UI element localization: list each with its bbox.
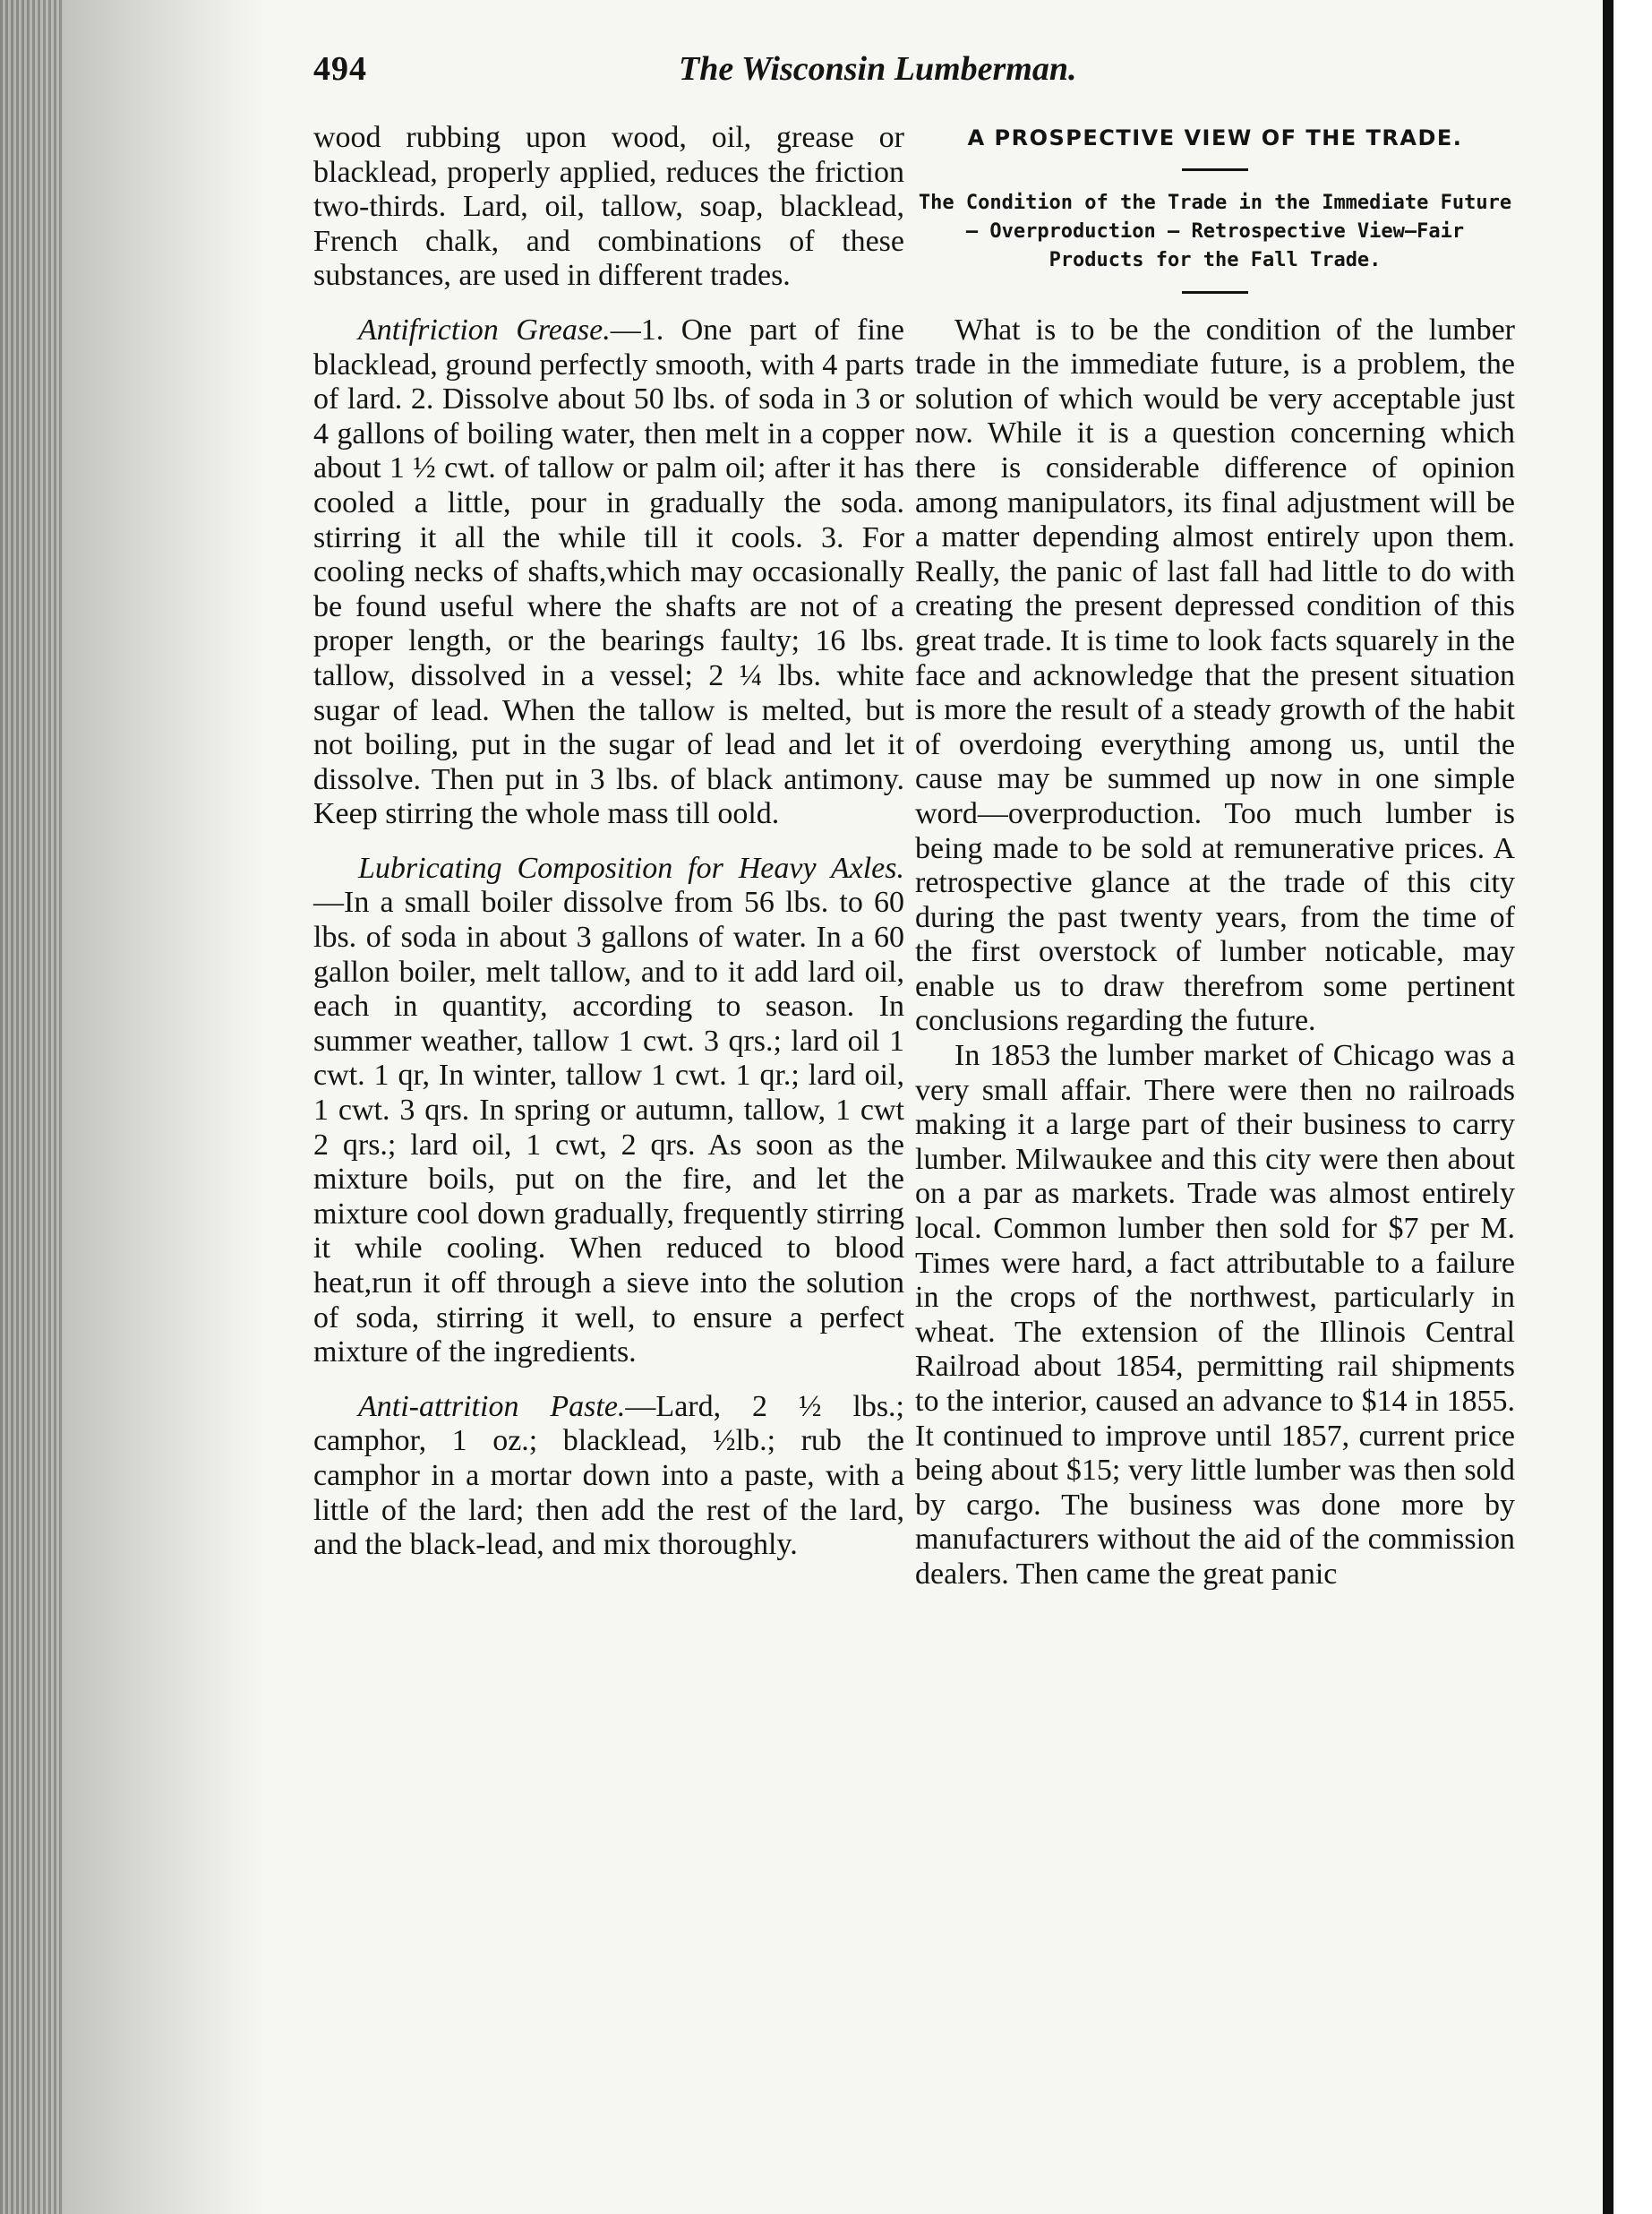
paragraph-friction: wood rubbing upon wood, oil, grease or blacklead, properly applied, reduces the friction two-thirds. Lard, oil, tallow, soap, blacklead, French chalk, and combinations of these substances, are used in different trades.: [313, 121, 904, 293]
body-antifriction-grease: —1. One part of fine blacklead, ground perfectly smooth, with 4 parts of lard. 2. Dissolve about 50 lbs. of soda in 3 or 4 gallons of boiling water, then melt in a copper about 1 ½ cwt. of tallow or palm oil; after it has cooled a little, pour in gradually the soda. stirring it all the while till it cools. 3. For cooling necks of shafts,which may occasionally be found useful where the shafts are not of a proper length, or the bearings faulty; 16 lbs. tallow, dissolved in a vessel; 2 ¼ lbs. white sugar of lead. When the tallow is melted, but not boiling, put in the sugar of lead and let it dissolve. Then put in 3 lbs. of black antimony. Keep stirring the whole mass till oold.: [313, 313, 904, 831]
heading-antifriction-grease: Antifriction Grease.: [358, 313, 611, 347]
subtitle-rule: [1182, 291, 1248, 294]
paragraph-lubricating-composition: [313, 852, 904, 1370]
title-rule: [1182, 168, 1248, 171]
black-edge: [1603, 0, 1613, 2214]
heading-lubricating-composition: Lubricating Composition for Heavy Axles.: [358, 851, 904, 885]
right-border: [1603, 0, 1652, 2214]
article-title: A PROSPECTIVE VIEW OF THE TRADE.: [967, 125, 1463, 150]
paragraph-anti-attrition-paste: [313, 1390, 904, 1563]
body-lubricating-composition: —In a small boiler dissolve from 56 lbs. to 60 lbs. of soda in about 3 gallons of water. In a 60 gallon boiler, melt tallow, and to it add lard oil, each in quantity, according to season. In summer weather, tallow 1 cwt. 3 qrs.; lard oil 1 cwt. 1 qr, In winter, tallow 1 cwt. 1 qr.; lard oil, 1 cwt. 3 qrs. In spring or autumn, tallow, 1 cwt 2 qrs.; lard oil, 1 cwt, 2 qrs. As soon as the mixture boils, put on the fire, and let the mixture cool down gradually, frequently stirring it while cooling. When reduced to blood heat,run it off through a sieve into the solution of soda, stirring it well, to ensure a perfect mixture of the ingredients.: [313, 886, 904, 1369]
heading-anti-attrition-paste: Anti-attrition Paste.: [358, 1389, 626, 1423]
paragraph-antifriction-grease: [313, 313, 904, 832]
left-column: [313, 121, 904, 1563]
body-anti-attrition-paste: —Lard, 2 ½ lbs.; camphor, 1 oz.; blacklead, ½lb.; rub the camphor in a mortar down into a paste, with a little of the lard; then add the rest of the lard, and the black-lead, and mix thoroughly.: [313, 1389, 905, 1562]
running-head: The Wisconsin Lumberman.: [679, 50, 1077, 88]
page-edges: [0, 0, 63, 2214]
paragraph-condition-of-trade: What is to be the condition of the lumber trade in the immediate future, is a problem, the solution of which would be very acceptable just now. While it is a question concerning which there is considerable difference of opinion among manipulators, its final adjustment will be a matter depending almost entirely upon them. Really, the panic of last fall had little to do with creating the present depressed condition of this great trade. It is time to look facts squarely in the face and acknowledge that the present situation is more the result of a steady growth of the habit of overdoing everything among us, until the cause may be summed up now in one simple word—overproduction. Too much lumber is being made to be sold at remunerative prices. A retrospective glance at the trade of this city during the past twenty years, from the time of the first overstock of lumber noticable, may enable us to draw therefrom some pertinent conclusions regarding the future.: [915, 313, 1515, 1038]
paragraph-chicago-1853: In 1853 the lumber market of Chicago was a very small affair. There were then no railroads making it a large part of their business to carry lumber. Milwaukee and this city were then about on a par as markets. Trade was almost entirely local. Common lumber then sold for $7 per M. Times were hard, a fact attributable to a failure in the crops of the northwest, particularly in wheat. The extension of the Illinois Central Railroad about 1854, permitting rail shipments to the interior, caused an advance to $14 in 1855. It continued to improve until 1857, current price being about $15; very little lumber was then sold by cargo. The business was done more by manufacturers without the aid of the commission dealers. Then came the great panic: [915, 1039, 1515, 1591]
page-header: [313, 49, 1549, 103]
article-subtitle: The Condition of the Trade in the Immediate Future — Overproduction — Retrospective View—Fair Products for the Fall Trade.: [918, 191, 1512, 271]
page-number: 494: [313, 50, 367, 88]
right-column: [915, 121, 1515, 1592]
binding-gutter: [0, 0, 269, 2214]
